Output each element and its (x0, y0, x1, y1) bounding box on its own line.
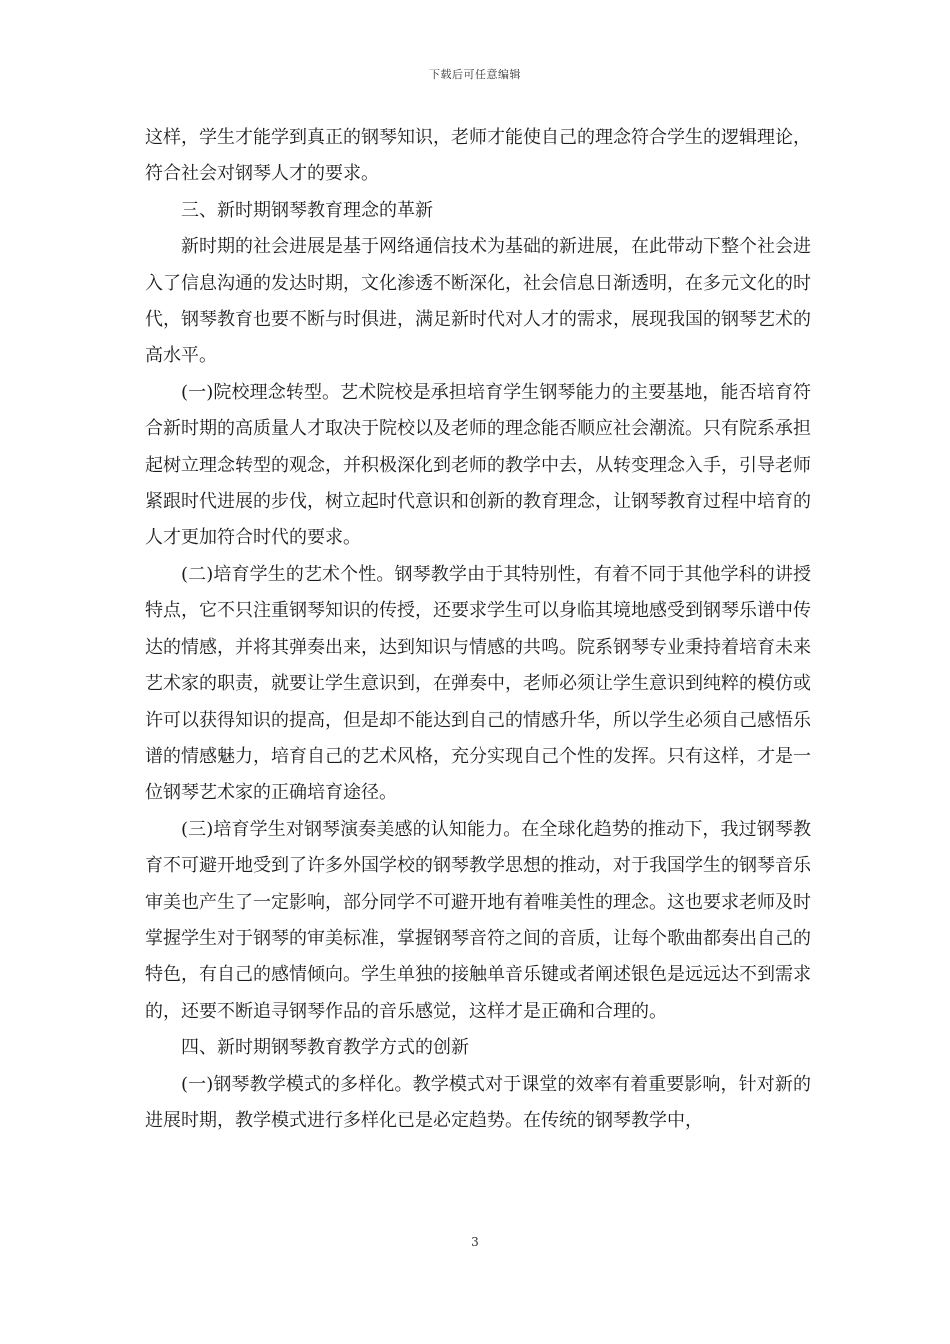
document-body (145, 120, 811, 1139)
paragraph-item-4-1: (一)钢琴教学模式的多样化。教学模式对于课堂的效率有着重要影响，针对新的进展时期，教学模式进行多样化已是必定趋势。在传统的钢琴教学中， (145, 1073, 811, 1131)
page-header-note: 下载后可任意编辑 (429, 68, 521, 81)
section-heading-3: 三、新时期钢琴教育理念的革新 (181, 199, 433, 221)
paragraph-item-2: (二)培育学生的艺术个性。钢琴教学由于其特别性，有着不同于其他学科的讲授特点，它不只注重钢琴知识的传授，还要求学生可以身临其境地感受到钢琴乐谱中传达的情感，并将其弹奏出来，达到知识与情感的共鸣。院系钢琴专业秉持着培育未来艺术家的职责，就要让学生意识到，在弹奏中，老师必须让学生意识到纯粹的模仿或许可以获得知识的提高，但是却不能达到自己的情感升华，所以学生必须自己感悟乐谱的情感魅力，培育自己的艺术风格，充分实现自己个性的发挥。只有这样，才是一位钢琴艺术家的正确培育途径。 (145, 563, 811, 804)
paragraph-item-3: (三)培育学生对钢琴演奏美感的认知能力。在全球化趋势的推动下，我过钢琴教育不可避开地受到了许多外国学校的钢琴教学思想的推动，对于我国学生的钢琴音乐审美也产生了一定影响，部分同学不可避开地有着唯美性的理念。这也要求老师及时掌握学生对于钢琴的审美标准，掌握钢琴音符之间的音质，让每个歌曲都奏出自己的特色，有自己的感情倾向。学生单独的接触单音乐键或者阐述银色是远远达不到需求的，还要不断追寻钢琴作品的音乐感觉，这样才是正确和合理的。 (145, 818, 811, 1022)
paragraph-intro-3: 新时期的社会进展是基于网络通信技术为基础的新进展，在此带动下整个社会进入了信息沟通的发达时期，文化渗透不断深化，社会信息日渐透明，在多元文化的时代，钢琴教育也要不断与时俱进，满足新时代对人才的需求，展现我国的钢琴艺术的高水平。 (145, 236, 811, 367)
section-heading-4: 四、新时期钢琴教育教学方式的创新 (181, 1037, 469, 1059)
paragraph-continuation: 这样，学生才能学到真正的钢琴知识，老师才能使自己的理念符合学生的逻辑理论，符合社会对钢琴人才的要求。 (145, 127, 811, 185)
paragraph-item-1: (一)院校理念转型。艺术院校是承担培育学生钢琴能力的主要基地，能否培育符合新时期的高质量人才取决于院校以及老师的理念能否顺应社会潮流。只有院系承担起树立理念转型的观念，并积极深化到老师的教学中去，从转变理念入手，引导老师紧跟时代进展的步伐，树立起时代意识和创新的教育理念，让钢琴教育过程中培育的人才更加符合时代的要求。 (145, 381, 811, 549)
page-number: 3 (471, 1235, 479, 1249)
